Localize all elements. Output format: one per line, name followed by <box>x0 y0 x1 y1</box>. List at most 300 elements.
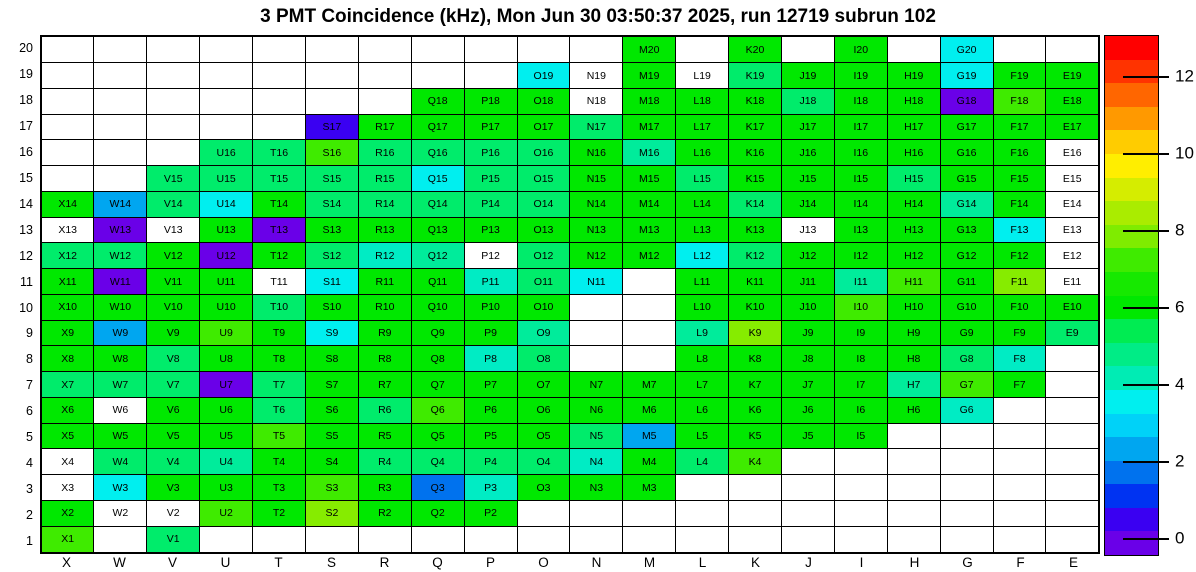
heatmap-row-1 <box>41 526 1099 553</box>
heatmap-cell-empty-V17 <box>147 114 200 140</box>
heatmap-cell-G16: G16 <box>940 140 993 166</box>
heatmap-cell-R8: R8 <box>358 346 411 372</box>
y-axis-label-7: 7 <box>26 378 33 393</box>
heatmap-cell-L4: L4 <box>676 449 729 475</box>
heatmap-cell-W13: W13 <box>94 217 147 243</box>
heatmap-cell-M19: M19 <box>623 63 676 89</box>
heatmap-cell-empty-P1 <box>464 526 517 553</box>
heatmap-cell-W3: W3 <box>94 475 147 501</box>
heatmap-cell-K6: K6 <box>729 397 782 423</box>
heatmap-cell-G11: G11 <box>940 269 993 295</box>
heatmap-cell-X4: X4 <box>41 449 94 475</box>
heatmap-cell-T6: T6 <box>253 397 306 423</box>
heatmap-cell-T15: T15 <box>253 166 306 192</box>
heatmap-cell-Q13: Q13 <box>411 217 464 243</box>
heatmap-cell-V6: V6 <box>147 397 200 423</box>
y-axis-label-15: 15 <box>19 170 33 185</box>
heatmap-cell-empty-W20 <box>94 36 147 63</box>
heatmap-cell-G18: G18 <box>940 88 993 114</box>
heatmap-cell-I11: I11 <box>834 269 887 295</box>
x-axis-label-P: P <box>485 555 495 570</box>
heatmap-cell-V2: V2 <box>147 500 200 526</box>
heatmap-cell-K8: K8 <box>729 346 782 372</box>
heatmap-cell-K19: K19 <box>729 63 782 89</box>
heatmap-cell-U13: U13 <box>200 217 253 243</box>
x-axis-label-L: L <box>698 555 707 570</box>
heatmap-cell-empty-P20 <box>464 36 517 63</box>
heatmap-cell-F18: F18 <box>993 88 1046 114</box>
y-axis-label-1: 1 <box>26 534 33 549</box>
heatmap-cell-W11: W11 <box>94 269 147 295</box>
heatmap-cell-empty-X17 <box>41 114 94 140</box>
colorbar-tick-label-8: 8 <box>1175 220 1185 240</box>
heatmap-cell-N12: N12 <box>570 243 623 269</box>
y-axis-label-17: 17 <box>19 118 33 133</box>
heatmap-cell-K20: K20 <box>729 36 782 63</box>
heatmap-cell-H10: H10 <box>887 294 940 320</box>
heatmap-row-20 <box>41 36 1099 63</box>
heatmap-cell-S15: S15 <box>305 166 358 192</box>
heatmap-cell-empty-G1 <box>940 526 993 553</box>
heatmap-cell-W6: W6 <box>94 397 147 423</box>
heatmap-cell-H14: H14 <box>887 191 940 217</box>
heatmap-cell-M16: M16 <box>623 140 676 166</box>
x-axis-label-F: F <box>1016 555 1025 570</box>
heatmap-cell-empty-X18 <box>41 88 94 114</box>
heatmap-cell-L5: L5 <box>676 423 729 449</box>
heatmap-cell-R6: R6 <box>358 397 411 423</box>
heatmap-row-9 <box>41 320 1099 346</box>
heatmap-cell-V13: V13 <box>147 217 200 243</box>
colorbar-tick-label-4: 4 <box>1175 374 1185 394</box>
heatmap-cell-empty-H20 <box>887 36 940 63</box>
colorbar-band-0 <box>1105 36 1158 60</box>
y-axis-label-13: 13 <box>19 222 33 237</box>
heatmap-cell-U4: U4 <box>200 449 253 475</box>
heatmap-cell-H19: H19 <box>887 63 940 89</box>
heatmap-cell-I5: I5 <box>834 423 887 449</box>
heatmap-cell-T2: T2 <box>253 500 306 526</box>
heatmap-cell-X5: X5 <box>41 423 94 449</box>
heatmap-cell-S4: S4 <box>305 449 358 475</box>
heatmap-cell-T7: T7 <box>253 372 306 398</box>
colorbar-band-10 <box>1105 272 1158 296</box>
heatmap-cell-F16: F16 <box>993 140 1046 166</box>
heatmap-cell-empty-H3 <box>887 475 940 501</box>
heatmap-cell-V8: V8 <box>147 346 200 372</box>
heatmap-cell-W12: W12 <box>94 243 147 269</box>
heatmap-cell-empty-M9 <box>623 320 676 346</box>
heatmap-cell-M20: M20 <box>623 36 676 63</box>
heatmap-cell-N18: N18 <box>570 88 623 114</box>
x-axis-label-E: E <box>1068 555 1078 570</box>
heatmap-cell-G12: G12 <box>940 243 993 269</box>
heatmap-cell-L8: L8 <box>676 346 729 372</box>
colorbar-bands <box>1105 36 1158 555</box>
heatmap-cell-V3: V3 <box>147 475 200 501</box>
colorbar-band-16 <box>1105 414 1158 438</box>
heatmap-cell-O8: O8 <box>517 346 570 372</box>
heatmap-cell-empty-L3 <box>676 475 729 501</box>
colorbar-band-8 <box>1105 225 1158 249</box>
heatmap-cell-P17: P17 <box>464 114 517 140</box>
heatmap-row-2 <box>41 500 1099 526</box>
heatmap-cell-H6: H6 <box>887 397 940 423</box>
x-axis-label-S: S <box>326 555 336 570</box>
y-axis-label-10: 10 <box>19 300 33 315</box>
heatmap-cell-T12: T12 <box>253 243 306 269</box>
y-axis-label-4: 4 <box>26 456 33 471</box>
heatmap-cell-Q7: Q7 <box>411 372 464 398</box>
heatmap-cell-J13: J13 <box>781 217 834 243</box>
heatmap-cell-W10: W10 <box>94 294 147 320</box>
heatmap-cell-S6: S6 <box>305 397 358 423</box>
heatmap-cell-empty-W19 <box>94 63 147 89</box>
heatmap-cell-T16: T16 <box>253 140 306 166</box>
heatmap-cell-U6: U6 <box>200 397 253 423</box>
heatmap-cell-G20: G20 <box>940 36 993 63</box>
heatmap-cell-O5: O5 <box>517 423 570 449</box>
heatmap-cell-N6: N6 <box>570 397 623 423</box>
heatmap-cell-H18: H18 <box>887 88 940 114</box>
x-axis-label-H: H <box>909 555 920 570</box>
heatmap-cell-K5: K5 <box>729 423 782 449</box>
colorbar-tick-line-2 <box>1123 461 1169 463</box>
heatmap-cell-N14: N14 <box>570 191 623 217</box>
heatmap-cell-E15: E15 <box>1046 166 1099 192</box>
heatmap-cell-empty-X16 <box>41 140 94 166</box>
heatmap-cell-N3: N3 <box>570 475 623 501</box>
y-axis-label-2: 2 <box>26 508 33 523</box>
heatmap-cell-empty-I4 <box>834 449 887 475</box>
heatmap-cell-T10: T10 <box>253 294 306 320</box>
heatmap-cell-T8: T8 <box>253 346 306 372</box>
heatmap-cell-L6: L6 <box>676 397 729 423</box>
heatmap-cell-empty-E6 <box>1046 397 1099 423</box>
heatmap-cell-E11: E11 <box>1046 269 1099 295</box>
heatmap-cell-E13: E13 <box>1046 217 1099 243</box>
heatmap-cell-empty-M10 <box>623 294 676 320</box>
heatmap-cell-T13: T13 <box>253 217 306 243</box>
heatmap-cell-X6: X6 <box>41 397 94 423</box>
heatmap-cell-K15: K15 <box>729 166 782 192</box>
heatmap-cell-G10: G10 <box>940 294 993 320</box>
heatmap-cell-G6: G6 <box>940 397 993 423</box>
heatmap-row-11 <box>41 269 1099 295</box>
heatmap-cell-M13: M13 <box>623 217 676 243</box>
heatmap-cell-R10: R10 <box>358 294 411 320</box>
heatmap-cell-empty-F6 <box>993 397 1046 423</box>
heatmap-cell-V5: V5 <box>147 423 200 449</box>
y-axis-labels <box>0 35 33 554</box>
heatmap-cell-Q18: Q18 <box>411 88 464 114</box>
heatmap-cell-empty-M1 <box>623 526 676 553</box>
heatmap-cell-O19: O19 <box>517 63 570 89</box>
heatmap-cell-R3: R3 <box>358 475 411 501</box>
heatmap-cell-P16: P16 <box>464 140 517 166</box>
heatmap-cell-P11: P11 <box>464 269 517 295</box>
heatmap-cell-N5: N5 <box>570 423 623 449</box>
heatmap-cell-L17: L17 <box>676 114 729 140</box>
heatmap-cell-I9: I9 <box>834 320 887 346</box>
colorbar-band-14 <box>1105 366 1158 390</box>
heatmap-cell-R7: R7 <box>358 372 411 398</box>
heatmap-cell-empty-L2 <box>676 500 729 526</box>
heatmap-cell-N4: N4 <box>570 449 623 475</box>
heatmap-cell-O14: O14 <box>517 191 570 217</box>
heatmap-cell-M18: M18 <box>623 88 676 114</box>
heatmap-cell-empty-U17 <box>200 114 253 140</box>
heatmap-cell-P6: P6 <box>464 397 517 423</box>
heatmap-cell-L13: L13 <box>676 217 729 243</box>
heatmap-cell-S13: S13 <box>305 217 358 243</box>
heatmap-cell-E14: E14 <box>1046 191 1099 217</box>
heatmap-cell-F19: F19 <box>993 63 1046 89</box>
heatmap-cell-empty-M8 <box>623 346 676 372</box>
heatmap-cell-H16: H16 <box>887 140 940 166</box>
heatmap-cell-empty-W1 <box>94 526 147 553</box>
heatmap-cell-empty-E8 <box>1046 346 1099 372</box>
heatmap-cell-H8: H8 <box>887 346 940 372</box>
heatmap-cell-R17: R17 <box>358 114 411 140</box>
heatmap-cell-J9: J9 <box>781 320 834 346</box>
heatmap-cell-M6: M6 <box>623 397 676 423</box>
heatmap-cell-J5: J5 <box>781 423 834 449</box>
x-axis-label-U: U <box>220 555 231 570</box>
heatmap-cell-empty-V16 <box>147 140 200 166</box>
y-axis-label-3: 3 <box>26 482 33 497</box>
heatmap-cell-S14: S14 <box>305 191 358 217</box>
heatmap-cell-empty-K1 <box>729 526 782 553</box>
heatmap-cell-O17: O17 <box>517 114 570 140</box>
heatmap-cell-E17: E17 <box>1046 114 1099 140</box>
heatmap-cell-empty-F1 <box>993 526 1046 553</box>
colorbar-band-21 <box>1105 531 1158 555</box>
colorbar-band-5 <box>1105 154 1158 178</box>
heatmap-cell-L7: L7 <box>676 372 729 398</box>
colorbar-tick-label-12: 12 <box>1175 66 1194 86</box>
heatmap-row-5 <box>41 423 1099 449</box>
heatmap-cell-empty-U20 <box>200 36 253 63</box>
heatmap-cell-I14: I14 <box>834 191 887 217</box>
x-axis-labels <box>40 555 1100 570</box>
heatmap-cell-I13: I13 <box>834 217 887 243</box>
colorbar-band-6 <box>1105 178 1158 202</box>
heatmap-cell-N19: N19 <box>570 63 623 89</box>
heatmap-cell-M17: M17 <box>623 114 676 140</box>
heatmap-row-16 <box>41 140 1099 166</box>
heatmap-cell-W14: W14 <box>94 191 147 217</box>
heatmap-cell-G9: G9 <box>940 320 993 346</box>
colorbar-band-17 <box>1105 437 1158 461</box>
heatmap-cell-empty-L20 <box>676 36 729 63</box>
heatmap-cell-M12: M12 <box>623 243 676 269</box>
heatmap-cell-empty-J3 <box>781 475 834 501</box>
heatmap-row-12 <box>41 243 1099 269</box>
heatmap-cell-N16: N16 <box>570 140 623 166</box>
heatmap-row-10 <box>41 294 1099 320</box>
heatmap-cell-empty-K2 <box>729 500 782 526</box>
heatmap-cell-U7: U7 <box>200 372 253 398</box>
heatmap-cell-Q2: Q2 <box>411 500 464 526</box>
heatmap-cell-empty-O2 <box>517 500 570 526</box>
heatmap-cell-Q4: Q4 <box>411 449 464 475</box>
heatmap-cell-U2: U2 <box>200 500 253 526</box>
y-axis-label-8: 8 <box>26 352 33 367</box>
heatmap-cell-M14: M14 <box>623 191 676 217</box>
heatmap-cell-O3: O3 <box>517 475 570 501</box>
heatmap-cell-S16: S16 <box>305 140 358 166</box>
heatmap-cell-O6: O6 <box>517 397 570 423</box>
colorbar-tick-label-0: 0 <box>1175 528 1185 548</box>
heatmap-cell-I10: I10 <box>834 294 887 320</box>
heatmap-cell-I18: I18 <box>834 88 887 114</box>
heatmap-cell-K9: K9 <box>729 320 782 346</box>
heatmap-cell-R9: R9 <box>358 320 411 346</box>
heatmap-cell-empty-R20 <box>358 36 411 63</box>
heatmap-cell-S17: S17 <box>305 114 358 140</box>
y-axis-label-18: 18 <box>19 92 33 107</box>
x-axis-label-Q: Q <box>432 555 443 570</box>
heatmap-cell-empty-T1 <box>253 526 306 553</box>
colorbar-band-19 <box>1105 484 1158 508</box>
heatmap-cell-O4: O4 <box>517 449 570 475</box>
heatmap-cell-S8: S8 <box>305 346 358 372</box>
heatmap-cell-empty-I3 <box>834 475 887 501</box>
heatmap-cell-W9: W9 <box>94 320 147 346</box>
heatmap-cell-Q8: Q8 <box>411 346 464 372</box>
heatmap-row-18 <box>41 88 1099 114</box>
heatmap-cell-Q9: Q9 <box>411 320 464 346</box>
heatmap-cell-O15: O15 <box>517 166 570 192</box>
colorbar-band-9 <box>1105 248 1158 272</box>
heatmap-cell-empty-J1 <box>781 526 834 553</box>
heatmap-cell-G19: G19 <box>940 63 993 89</box>
heatmap-cell-empty-R18 <box>358 88 411 114</box>
heatmap-cell-U3: U3 <box>200 475 253 501</box>
heatmap-cell-F9: F9 <box>993 320 1046 346</box>
heatmap-cell-X11: X11 <box>41 269 94 295</box>
heatmap-cell-empty-R1 <box>358 526 411 553</box>
heatmap-cell-W7: W7 <box>94 372 147 398</box>
heatmap-cell-F13: F13 <box>993 217 1046 243</box>
heatmap-cell-I12: I12 <box>834 243 887 269</box>
heatmap-cell-empty-H5 <box>887 423 940 449</box>
heatmap-cell-empty-M2 <box>623 500 676 526</box>
heatmap-cell-empty-J4 <box>781 449 834 475</box>
heatmap-cell-empty-T17 <box>253 114 306 140</box>
heatmap-cell-H13: H13 <box>887 217 940 243</box>
x-axis-label-X: X <box>61 555 71 570</box>
heatmap-cell-empty-Q1 <box>411 526 464 553</box>
heatmap-cell-empty-E4 <box>1046 449 1099 475</box>
heatmap-cell-empty-E20 <box>1046 36 1099 63</box>
colorbar <box>1104 35 1194 556</box>
heatmap-cell-U8: U8 <box>200 346 253 372</box>
heatmap-cell-empty-S18 <box>305 88 358 114</box>
heatmap-cell-I17: I17 <box>834 114 887 140</box>
heatmap-cell-M4: M4 <box>623 449 676 475</box>
heatmap-cell-E10: E10 <box>1046 294 1099 320</box>
heatmap-cell-E19: E19 <box>1046 63 1099 89</box>
heatmap-row-4 <box>41 449 1099 475</box>
heatmap-cell-empty-H4 <box>887 449 940 475</box>
heatmap-cell-V12: V12 <box>147 243 200 269</box>
heatmap-cell-X7: X7 <box>41 372 94 398</box>
heatmap-cell-V9: V9 <box>147 320 200 346</box>
heatmap-cell-F17: F17 <box>993 114 1046 140</box>
heatmap-cell-X3: X3 <box>41 475 94 501</box>
colorbar-tick-label-6: 6 <box>1175 297 1185 317</box>
heatmap-cell-P5: P5 <box>464 423 517 449</box>
x-axis-label-G: G <box>962 555 973 570</box>
heatmap-cell-K7: K7 <box>729 372 782 398</box>
heatmap-cell-O11: O11 <box>517 269 570 295</box>
heatmap-cell-Q14: Q14 <box>411 191 464 217</box>
heatmap-cell-V1: V1 <box>147 526 200 553</box>
heatmap-cell-G13: G13 <box>940 217 993 243</box>
heatmap-cell-I20: I20 <box>834 36 887 63</box>
heatmap-cell-O9: O9 <box>517 320 570 346</box>
heatmap-cell-L12: L12 <box>676 243 729 269</box>
heatmap-cell-V15: V15 <box>147 166 200 192</box>
heatmap-cell-W4: W4 <box>94 449 147 475</box>
heatmap-row-17 <box>41 114 1099 140</box>
heatmap-cell-empty-U18 <box>200 88 253 114</box>
x-axis-label-J: J <box>805 555 812 570</box>
heatmap-cell-N15: N15 <box>570 166 623 192</box>
heatmap-cell-Q10: Q10 <box>411 294 464 320</box>
heatmap-cell-empty-P19 <box>464 63 517 89</box>
colorbar-tick-line-0 <box>1123 538 1169 540</box>
heatmap-cell-E18: E18 <box>1046 88 1099 114</box>
heatmap-cell-K11: K11 <box>729 269 782 295</box>
y-axis-label-19: 19 <box>19 66 33 81</box>
heatmap-cell-empty-F3 <box>993 475 1046 501</box>
colorbar-band-13 <box>1105 343 1158 367</box>
heatmap-cell-empty-L1 <box>676 526 729 553</box>
x-axis-label-O: O <box>538 555 549 570</box>
heatmap-cell-empty-V19 <box>147 63 200 89</box>
colorbar-tick-label-10: 10 <box>1175 143 1194 163</box>
heatmap-cell-F15: F15 <box>993 166 1046 192</box>
heatmap-cell-empty-E5 <box>1046 423 1099 449</box>
heatmap-cell-P13: P13 <box>464 217 517 243</box>
heatmap-cell-W8: W8 <box>94 346 147 372</box>
heatmap-cell-P3: P3 <box>464 475 517 501</box>
y-axis-label-20: 20 <box>19 40 33 55</box>
heatmap-cell-U11: U11 <box>200 269 253 295</box>
heatmap-cell-P4: P4 <box>464 449 517 475</box>
x-axis-label-N: N <box>591 555 602 570</box>
heatmap-cell-R5: R5 <box>358 423 411 449</box>
colorbar-band-3 <box>1105 107 1158 131</box>
y-axis-label-5: 5 <box>26 430 33 445</box>
heatmap-cell-empty-W16 <box>94 140 147 166</box>
heatmap-cell-T14: T14 <box>253 191 306 217</box>
heatmap-cell-R4: R4 <box>358 449 411 475</box>
heatmap-cell-Q3: Q3 <box>411 475 464 501</box>
heatmap-cell-empty-N8 <box>570 346 623 372</box>
heatmap-cell-J16: J16 <box>781 140 834 166</box>
heatmap-cell-S3: S3 <box>305 475 358 501</box>
heatmap-cell-empty-J20 <box>781 36 834 63</box>
chart-title: 3 PMT Coincidence (kHz), Mon Jun 30 03:50:37 2025, run 12719 subrun 102 <box>260 6 936 27</box>
heatmap-cell-I7: I7 <box>834 372 887 398</box>
heatmap-cell-empty-S1 <box>305 526 358 553</box>
heatmap-cell-J18: J18 <box>781 88 834 114</box>
colorbar-band-1 <box>1105 60 1158 84</box>
